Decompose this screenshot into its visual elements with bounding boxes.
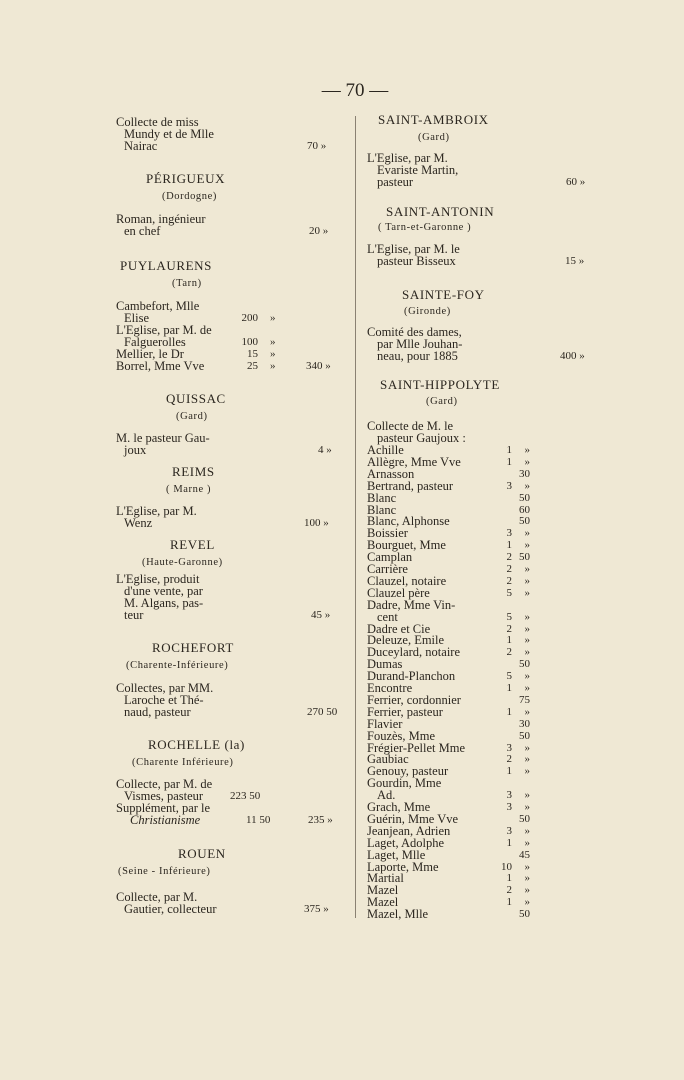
donor-amount: 1 (506, 872, 512, 884)
donor-amount: 1 (506, 706, 512, 718)
donor-amount-cents: 50 (519, 908, 530, 920)
donor-amount-cents: » (524, 896, 530, 908)
section-heading: QUISSAC (166, 391, 226, 406)
donor-amount-cents: » (524, 456, 530, 468)
entry-line: pasteur Gaujoux : (377, 431, 466, 445)
amount: 15 (247, 348, 258, 360)
entry-line: naud, pasteur (124, 705, 191, 719)
donor-amount: 3 (506, 789, 512, 801)
entry-line: Collecte de miss (116, 115, 199, 129)
donor-name: Carrière (367, 562, 408, 576)
donor-name: Durand-Planchon (367, 669, 456, 683)
section-total: 235 » (308, 814, 333, 826)
entry-line: d'une vente, par (124, 584, 203, 598)
amount: 100 (241, 336, 258, 348)
donor-amount: 1 (506, 896, 512, 908)
entry-line: Elise (124, 311, 149, 325)
donor-amount-cents: » (524, 765, 530, 777)
donor-amount: 2 (506, 575, 512, 587)
department-label: (Gironde) (404, 306, 451, 317)
donor-amount: 5 (506, 670, 512, 682)
donor-amount: 2 (506, 646, 512, 658)
donor-name: Jeanjean, Adrien (367, 824, 451, 838)
entry-line: Collecte, par M. de (116, 777, 213, 791)
donor-amount-cents: » (524, 587, 530, 599)
donor-amount: 5 (506, 611, 512, 623)
donor-name: Ferrier, cordonnier (367, 693, 461, 707)
entry-line: L'Eglise, par M. de (116, 323, 212, 337)
donor-amount-cents: » (524, 742, 530, 754)
entry-line: Gautier, collecteur (124, 902, 217, 916)
amount: 375 » (304, 903, 329, 915)
donor-amount-cents: 50 (519, 813, 530, 825)
donor-amount-cents: » (524, 825, 530, 837)
amount: 70 » (307, 140, 327, 152)
donor-name: Dadre et Cie (367, 622, 431, 636)
entry-line: Nairac (124, 139, 158, 153)
donor-amount: 1 (506, 456, 512, 468)
entry-line: Collectes, par MM. (116, 681, 214, 695)
donor-amount-cents: » (524, 444, 530, 456)
donor-name: Martial (367, 871, 404, 885)
donor-amount: 3 (506, 480, 512, 492)
amount: 11 50 (246, 814, 271, 826)
entry-line: Collecte, par M. (116, 890, 198, 904)
donor-amount: 1 (506, 634, 512, 646)
donor-amount: 5 (506, 587, 512, 599)
donor-amount-cents: » (524, 623, 530, 635)
donor-amount: 3 (506, 742, 512, 754)
department-label: (Dordogne) (162, 191, 217, 202)
donor-amount-cents: » (524, 682, 530, 694)
donor-name: Grach, Mme (367, 800, 431, 814)
entry-line: Borrel, Mme Vve (116, 359, 205, 373)
donor-amount: 1 (506, 682, 512, 694)
donor-name: Arnasson (367, 467, 415, 481)
donor-amount-cents: 30 (519, 468, 530, 480)
entry-line: joux (124, 443, 147, 457)
donor-amount-cents: 50 (519, 658, 530, 670)
donor-name: Clauzel, notaire (367, 574, 447, 588)
amount: 60 » (566, 176, 586, 188)
donor-amount-cents: 30 (519, 718, 530, 730)
entry-line: par Mlle Jouhan- (377, 337, 463, 351)
entry-line: Evariste Martin, (377, 163, 459, 177)
entry-line: Cambefort, Mlle (116, 299, 200, 313)
donor-amount-cents: » (524, 634, 530, 646)
section-heading: SAINT-ANTONIN (386, 204, 495, 219)
department-label: (Tarn) (172, 278, 202, 289)
donor-amount-cents: » (524, 837, 530, 849)
donor-name: Mazel, Mlle (367, 907, 429, 921)
donor-amount-cents: 50 (519, 492, 530, 504)
donor-amount-cents: 45 (519, 849, 530, 861)
donor-amount-cents: » (524, 539, 530, 551)
donor-name: Gourdin, Mme (367, 776, 442, 790)
donor-amount: 2 (506, 563, 512, 575)
donor-amount: 3 (506, 801, 512, 813)
donor-amount-cents: 50 (519, 551, 530, 563)
entry-line: L'Eglise, produit (116, 572, 200, 586)
donor-amount: 1 (506, 539, 512, 551)
donor-name: Boissier (367, 526, 408, 540)
donor-amount-cents: 60 (519, 504, 530, 516)
donor-amount-cents: » (524, 706, 530, 718)
section-heading: ROCHELLE (la) (148, 737, 245, 752)
donor-amount: 10 (501, 861, 512, 873)
amount-cents: » (270, 348, 276, 360)
entry-line: en chef (124, 224, 161, 238)
donor-name: Encontre (367, 681, 413, 695)
donor-name: Flavier (367, 717, 403, 731)
section-heading: SAINT-AMBROIX (378, 112, 489, 127)
department-label: ( Marne ) (166, 484, 212, 495)
donor-name: Laget, Adolphe (367, 836, 445, 850)
donor-amount-cents: » (524, 611, 530, 623)
amount: 15 » (565, 255, 585, 267)
donor-amount: 3 (506, 527, 512, 539)
donor-name: Camplan (367, 550, 413, 564)
section-heading: SAINTE-FOY (402, 287, 485, 302)
donor-name: Dumas (367, 657, 403, 671)
donor-name: Bertrand, pasteur (367, 479, 454, 493)
donor-amount-cents: » (524, 872, 530, 884)
column-divider (355, 116, 356, 918)
amount: 4 » (318, 444, 332, 456)
donor-name: Gaubiac (367, 752, 409, 766)
department-label: (Seine - Inférieure) (118, 866, 211, 877)
donor-amount-cents: » (524, 646, 530, 658)
department-label: (Gard) (418, 132, 450, 143)
entry-line: Comité des dames, (367, 325, 462, 339)
donor-amount-cents: » (524, 789, 530, 801)
donor-name: Blanc, Alphonse (367, 514, 450, 528)
donor-name: Laporte, Mme (367, 860, 439, 874)
amount: 25 (247, 360, 258, 372)
entry-line: M. le pasteur Gau- (116, 431, 210, 445)
entry-line: Vismes, pasteur (124, 789, 204, 803)
donor-amount: 3 (506, 825, 512, 837)
section-heading: PÉRIGUEUX (146, 171, 226, 186)
amount: 45 » (311, 609, 331, 621)
entry-line: L'Eglise, par M. (116, 504, 197, 518)
entry-line: L'Eglise, par M. le (367, 242, 460, 256)
department-label: (Charente Inférieure) (132, 757, 234, 768)
donor-amount-cents: » (524, 563, 530, 575)
section-heading: PUYLAURENS (120, 258, 212, 273)
section-total: 340 » (306, 360, 331, 372)
donor-amount-cents: » (524, 527, 530, 539)
amount: 400 » (560, 350, 585, 362)
donor-name: Deleuze, Emile (367, 633, 445, 647)
donor-amount-cents: » (524, 861, 530, 873)
donor-name: Clauzel père (367, 586, 430, 600)
entry-line: Laroche et Thé- (124, 693, 204, 707)
donor-name: Achille (367, 443, 404, 457)
entry-line: Mellier, le Dr (116, 347, 184, 361)
entry-line: L'Eglise, par M. (367, 151, 448, 165)
page-number: — 70 — (321, 80, 389, 101)
donor-name: Laget, Mlle (367, 848, 426, 862)
entry-line: M. Algans, pas- (124, 596, 204, 610)
donor-amount-cents: 50 (519, 730, 530, 742)
donor-amount: 1 (506, 837, 512, 849)
entry-line: neau, pour 1885 (377, 349, 458, 363)
amount: 200 (241, 312, 258, 324)
donor-amount-cents: » (524, 753, 530, 765)
section-heading: REIMS (172, 464, 215, 479)
donor-name: Allègre, Mme Vve (367, 455, 461, 469)
amount: 223 50 (230, 790, 261, 802)
donor-name: Ad. (377, 788, 396, 802)
donor-amount-cents: » (524, 575, 530, 587)
department-label: (Gard) (426, 396, 458, 407)
amount: 20 » (309, 225, 329, 237)
entry-line: Falguerolles (124, 335, 186, 349)
donor-amount-cents: » (524, 884, 530, 896)
donor-amount: 2 (506, 753, 512, 765)
section-heading: ROCHEFORT (152, 640, 234, 655)
amount-cents: » (270, 312, 276, 324)
department-label: ( Tarn-et-Garonne ) (378, 222, 472, 233)
donor-name: Ferrier, pasteur (367, 705, 443, 719)
donor-amount: 2 (506, 623, 512, 635)
donor-name: Blanc (367, 503, 397, 517)
entry-line: Mundy et de Mlle (124, 127, 214, 141)
entry-line: pasteur (377, 175, 414, 189)
donor-amount-cents: » (524, 801, 530, 813)
donor-name: Genouy, pasteur (367, 764, 449, 778)
donor-amount: 1 (506, 765, 512, 777)
donor-amount: 2 (506, 884, 512, 896)
department-label: (Haute-Garonne) (142, 557, 223, 568)
amount: 270 50 (307, 706, 338, 718)
department-label: (Gard) (176, 411, 208, 422)
entry-line: Wenz (124, 516, 153, 530)
amount-cents: » (270, 336, 276, 348)
donor-amount-cents: 75 (519, 694, 530, 706)
entry-line: Roman, ingénieur (116, 212, 206, 226)
section-heading: REVEL (170, 537, 215, 552)
donor-name: Dadre, Mme Vin- (367, 598, 456, 612)
donor-name: Mazel (367, 895, 399, 909)
donor-amount: 2 (506, 551, 512, 563)
donor-name: Duceylard, notaire (367, 645, 461, 659)
section-heading: ROUEN (178, 846, 226, 861)
entry-line: teur (124, 608, 144, 622)
donor-amount-cents: » (524, 670, 530, 682)
donor-name: Frégier-Pellet Mme (367, 741, 465, 755)
amount-cents: » (270, 360, 276, 372)
donor-name: cent (377, 610, 398, 624)
entry-line: Supplément, par le (116, 801, 211, 815)
donor-name: Bourguet, Mme (367, 538, 446, 552)
donor-name: Blanc (367, 491, 397, 505)
donor-amount: 1 (506, 444, 512, 456)
entry-line: pasteur Bisseux (377, 254, 456, 268)
entry-line: Collecte de M. le (367, 419, 454, 433)
donor-amount-cents: 50 (519, 515, 530, 527)
donor-amount-cents: » (524, 480, 530, 492)
donor-name: Guérin, Mme Vve (367, 812, 459, 826)
donor-name: Mazel (367, 883, 399, 897)
section-heading: SAINT-HIPPOLYTE (380, 377, 500, 392)
department-label: (Charente-Inférieure) (126, 660, 229, 671)
amount: 100 » (304, 517, 329, 529)
entry-line-italic: Christianisme (130, 813, 201, 827)
donor-name: Fouzès, Mme (367, 729, 436, 743)
